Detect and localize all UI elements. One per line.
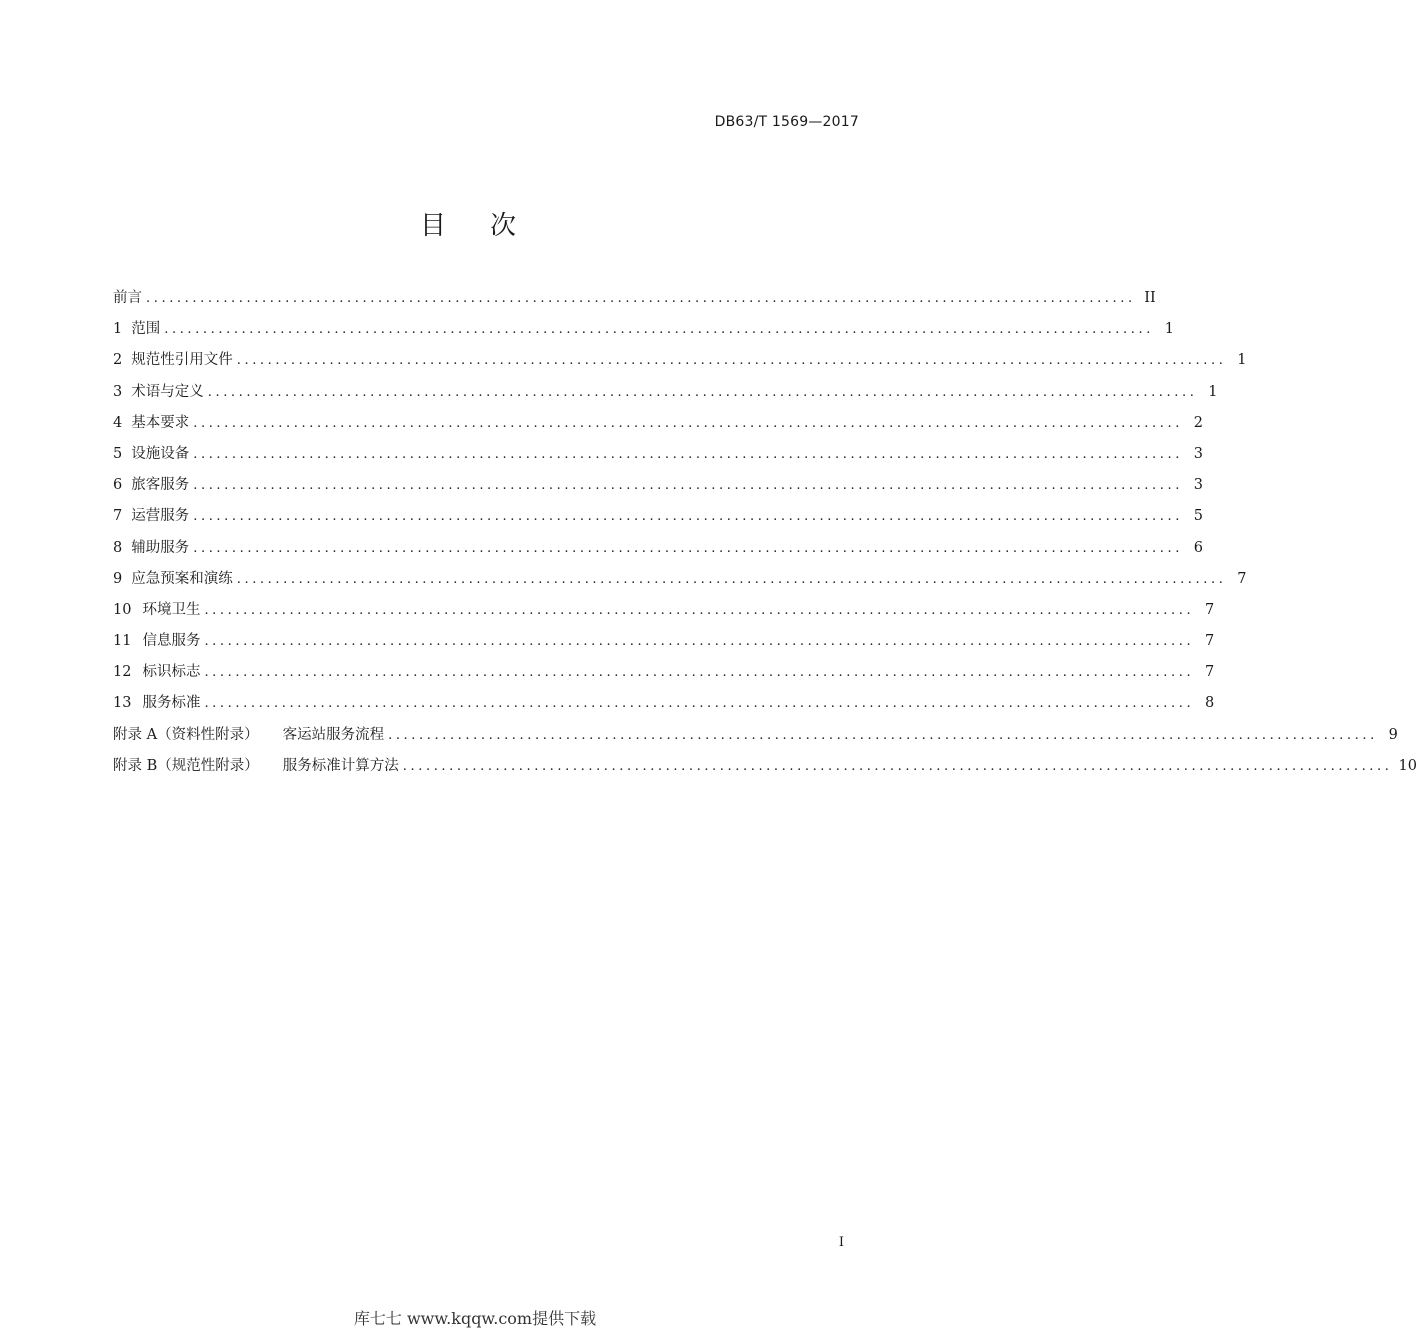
- toc-entry-number: 9: [113, 570, 123, 587]
- toc-entry[interactable]: [113, 597, 1215, 628]
- page-number: I: [838, 1235, 844, 1250]
- toc-entry-page: 5: [1193, 508, 1203, 525]
- toc-entry-page: II: [1144, 290, 1156, 306]
- toc-entry-number: 11: [113, 633, 132, 650]
- leader-dots: ................................................................................................................................: [193, 446, 1183, 462]
- toc-entry[interactable]: [113, 503, 1203, 534]
- toc-entry[interactable]: [113, 659, 1215, 690]
- leader-dots: ................................................................................................................................: [236, 353, 1227, 369]
- leader-dots: ................................................................................................................................: [193, 540, 1183, 556]
- toc-entry-page: 1: [1237, 352, 1247, 369]
- table-of-contents: [113, 285, 1417, 784]
- toc-entry-number: 2: [113, 352, 123, 369]
- toc-entry-number: 13: [113, 695, 132, 712]
- toc-entry-label: 基本要求: [131, 414, 190, 431]
- toc-entry[interactable]: [113, 690, 1215, 721]
- toc-entry-page: 3: [1193, 477, 1203, 494]
- leader-dots: ................................................................................................................................: [236, 571, 1227, 587]
- download-watermark: 库七七 www.kqqw.com提供下载: [353, 1309, 597, 1328]
- toc-entry-page: 10: [1398, 757, 1417, 774]
- toc-appendix-b[interactable]: [113, 753, 1417, 784]
- toc-entry-number: 3: [113, 383, 123, 400]
- toc-entry-page: 2: [1193, 414, 1203, 431]
- page-title: [0, 205, 950, 242]
- toc-entry[interactable]: [113, 628, 1215, 659]
- toc-entry-label: 范围: [131, 321, 161, 338]
- toc-entry-label: 旅客服务: [131, 477, 190, 494]
- leader-dots: ................................................................................................................................: [164, 322, 1154, 338]
- toc-entry[interactable]: [113, 410, 1203, 441]
- toc-entry-foreword[interactable]: [113, 285, 1156, 316]
- toc-appendix-a[interactable]: [113, 722, 1398, 753]
- toc-entry-label: 标识标志: [142, 664, 201, 681]
- leader-dots: ................................................................................................................................: [204, 602, 1195, 618]
- toc-entry-page: 9: [1388, 726, 1398, 743]
- toc-entry-label: 设施设备: [131, 445, 190, 462]
- toc-entry-number: 12: [113, 664, 132, 681]
- toc-entry[interactable]: [113, 566, 1247, 597]
- toc-entry-number: 6: [113, 477, 123, 494]
- toc-entry[interactable]: [113, 472, 1203, 503]
- toc-entry-number: 5: [113, 445, 123, 462]
- toc-entry-page: 8: [1204, 695, 1215, 712]
- toc-title-text: 目次: [419, 211, 560, 241]
- toc-entry-label: 运营服务: [131, 508, 190, 525]
- toc-entry[interactable]: [113, 347, 1247, 378]
- toc-entry[interactable]: [113, 316, 1174, 347]
- toc-entry-number: 1: [113, 321, 123, 338]
- leader-dots: ................................................................................................................................: [402, 758, 1393, 774]
- toc-entry-number: 10: [113, 601, 132, 618]
- leader-dots: ................................................................................................................................: [204, 634, 1195, 650]
- toc-entry-label: 规范性引用文件: [131, 352, 233, 369]
- toc-entry-number: 8: [113, 539, 123, 556]
- toc-entry-page: 7: [1204, 633, 1215, 650]
- appendix-label: 附录 B（规范性附录）: [113, 757, 259, 774]
- toc-entry-page: 7: [1237, 570, 1247, 587]
- leader-dots: ................................................................................................................................: [207, 384, 1198, 400]
- toc-entry-label: 辅助服务: [131, 539, 190, 556]
- toc-entry-number: 7: [113, 508, 123, 525]
- toc-entry-page: 1: [1208, 383, 1218, 400]
- toc-entry-page: 3: [1193, 445, 1203, 462]
- toc-entry-number: 4: [113, 414, 123, 431]
- toc-entry-label: 信息服务: [142, 633, 201, 650]
- leader-dots: ................................................................................................................................: [204, 696, 1195, 712]
- leader-dots: ................................................................................................................................: [193, 509, 1183, 525]
- toc-entry-label: 应急预案和演练: [131, 570, 233, 587]
- appendix-label: 附录 A（资料性附录）: [113, 726, 259, 743]
- toc-entry[interactable]: [113, 441, 1203, 472]
- leader-dots: ................................................................................................................................: [193, 478, 1183, 494]
- toc-entry-label: 前言: [113, 290, 142, 306]
- toc-entry-page: 6: [1193, 539, 1203, 556]
- toc-entry-page: 7: [1204, 601, 1215, 618]
- leader-dots: ................................................................................................................................: [193, 415, 1183, 431]
- toc-entry-page: 7: [1204, 664, 1215, 681]
- document-code: DB63/T 1569—2017: [714, 114, 859, 130]
- toc-entry[interactable]: [113, 379, 1218, 410]
- toc-entry-page: 1: [1164, 321, 1174, 338]
- appendix-title: 客运站服务流程: [282, 726, 385, 743]
- toc-entry-label: 术语与定义: [131, 383, 204, 400]
- toc-entry[interactable]: [113, 535, 1203, 566]
- leader-dots: ................................................................................................................................: [146, 291, 1136, 306]
- leader-dots: ................................................................................................................................: [388, 727, 1378, 743]
- leader-dots: ................................................................................................................................: [204, 665, 1195, 681]
- toc-entry-label: 服务标准: [142, 695, 201, 712]
- toc-entry-label: 环境卫生: [142, 601, 201, 618]
- appendix-title: 服务标准计算方法: [282, 757, 399, 774]
